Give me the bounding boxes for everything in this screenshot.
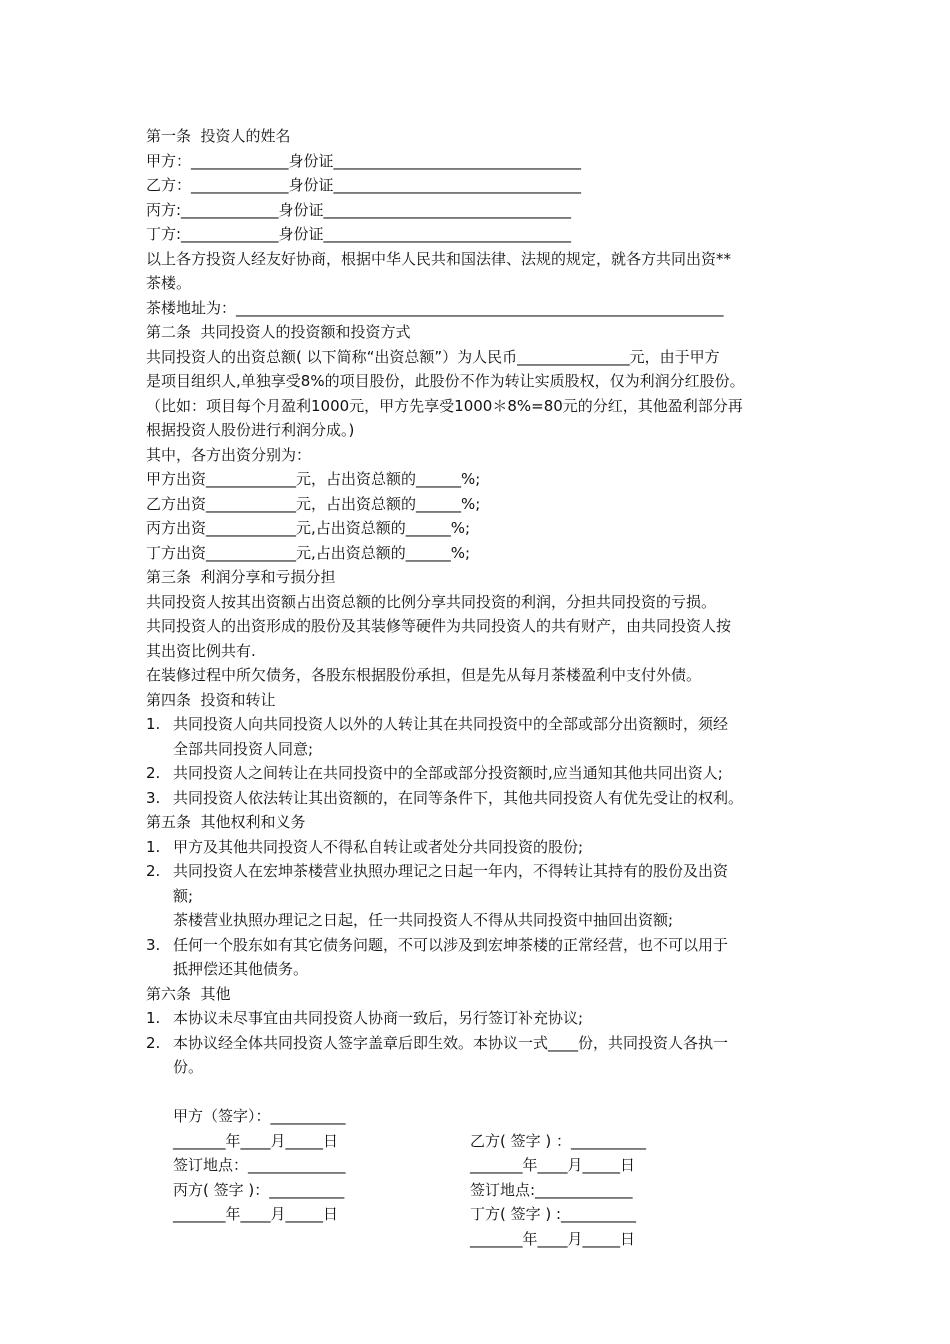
article-2-para-line-1: 共同投资人的出资总额( 以下简称“出资总额”）为人民币_______________元，由于甲方 xyxy=(146,347,720,366)
article-2-para-line-5: 其中，各方出资分别为： xyxy=(146,445,312,464)
list-item xyxy=(146,761,816,786)
article-6-title: 第六条 其他 xyxy=(146,984,231,1003)
signature-date: _______年____月_____日 xyxy=(470,1229,636,1248)
list-number: 2. xyxy=(146,862,161,880)
list-item xyxy=(146,712,816,761)
signing-place: 签订地点:_____________ xyxy=(470,1180,633,1199)
list-number: 1. xyxy=(146,1009,161,1027)
list-number: 3. xyxy=(146,935,161,954)
list-number: 1. xyxy=(146,715,161,733)
party-b-id-line: 乙方：_____________身份证_________________________________ xyxy=(146,176,582,194)
contract-document xyxy=(146,124,816,1248)
party-c-contribution: 丙方出资____________元,占出资总额的______%; xyxy=(146,519,471,537)
article-4-title: 第四条 投资和转让 xyxy=(146,690,276,709)
list-item xyxy=(146,859,816,933)
party-d-contribution: 丁方出资____________元,占出资总额的______%; xyxy=(146,543,471,562)
list-item-text: 抵押偿还其他债务。 xyxy=(173,960,309,978)
list-number: 3. xyxy=(146,788,161,807)
list-item-text: 共同投资人之间转让在共同投资中的全部或部分投资额时,应当通知其他共同出资人; xyxy=(173,764,723,782)
list-item-text: 甲方及其他共同投资人不得私自转让或者处分共同投资的股份; xyxy=(173,837,584,856)
list-item-text: 本协议经全体共同投资人签字盖章后即生效。本协议一式____份，共同投资人各执一 xyxy=(173,1033,729,1052)
party-a-signature: 甲方（签字）：__________ xyxy=(173,1107,346,1125)
signing-place: 签订地点：_____________ xyxy=(173,1156,346,1174)
intro-line-2: 茶楼。 xyxy=(146,274,192,292)
party-c-id-line: 丙方:_____________身份证_________________________________ xyxy=(146,200,572,219)
article-3-para-2-line-1: 共同投资人的出资形成的股份及其装修等硬件为共同投资人的共有财产，由共同投资人按 xyxy=(146,617,732,635)
list-item-text: 额; xyxy=(173,886,194,905)
party-d-signature: 丁方( 签字 ) :__________ xyxy=(470,1205,637,1223)
article-2-para-line-3: （比如：项目每个月盈利1000元，甲方先享受1000＊8%=80元的分红，其他盈利部分再 xyxy=(146,396,743,415)
party-a-contribution: 甲方出资____________元，占出资总额的______%; xyxy=(146,470,481,488)
signature-date: _______年____月_____日 xyxy=(173,1131,339,1150)
list-item-text: 共同投资人在宏坤茶楼营业执照办理记之日起一年内，不得转让其持有的股份及出资 xyxy=(173,862,729,880)
list-item-text: 任何一个股东如有其它债务问题，不可以涉及到宏坤茶楼的正常经营，也不可以用于 xyxy=(173,935,729,954)
list-item-text: 本协议未尽事宜由共同投资人协商一致后，另行签订补充协议; xyxy=(173,1009,584,1027)
list-item xyxy=(146,786,816,811)
article-2-title: 第二条 共同投资人的投资额和投资方式 xyxy=(146,323,411,341)
list-item xyxy=(146,1031,816,1080)
list-item xyxy=(146,1006,816,1031)
teahouse-address-line: 茶楼地址为：_________________________________________________________________ xyxy=(146,298,724,317)
article-3-para-3: 在装修过程中所欠债务，各股东根据股份承担，但是先从每月茶楼盈利中支付外债。 xyxy=(146,666,702,684)
list-item-text: 共同投资人依法转让其出资额的，在同等条件下，其他共同投资人有优先受让的权利。 xyxy=(173,788,744,807)
signature-date: _______年____月_____日 xyxy=(470,1156,636,1174)
article-2-para-line-2: 是项目组织人,单独享受8%的项目股份，此股份不作为转让实质股权，仅为利润分红股份。 xyxy=(146,372,745,390)
list-item xyxy=(146,835,816,860)
party-a-id-line: 甲方：_____________身份证_________________________________ xyxy=(146,151,582,170)
list-item-text: 共同投资人向共同投资人以外的人转让其在共同投资中的全部或部分出资额时，须经 xyxy=(173,715,729,733)
party-d-id-line: 丁方:_____________身份证_________________________________ xyxy=(146,225,572,243)
list-item-text: 茶楼营业执照办理记之日起，任一共同投资人不得从共同投资中抽回出资额; xyxy=(173,911,674,929)
article-5-title: 第五条 其他权利和义务 xyxy=(146,813,306,831)
article-2-para-line-4: 根据投资人股份进行利润分成。) xyxy=(146,421,355,439)
signature-date: _______年____月_____日 xyxy=(173,1205,339,1223)
party-b-signature: 乙方( 签字 ) ：__________ xyxy=(470,1131,647,1150)
intro-line-1: 以上各方投资人经友好协商，根据中华人民共和国法律、法规的规定，就各方共同出资** xyxy=(146,249,732,268)
list-number: 2. xyxy=(146,764,161,782)
list-item xyxy=(146,933,816,982)
party-c-signature: 丙方( 签字 )：__________ xyxy=(173,1180,345,1199)
article-3-para-2-line-2: 其出资比例共有. xyxy=(146,641,256,660)
list-item-text: 份。 xyxy=(173,1058,204,1076)
party-b-contribution: 乙方出资____________元，占出资总额的______%; xyxy=(146,494,481,513)
list-item-text: 全部共同投资人同意; xyxy=(173,739,314,758)
article-3-title: 第三条 利润分享和亏损分担 xyxy=(146,568,336,586)
article-3-para-1: 共同投资人按其出资额占出资总额的比例分享共同投资的利润，分担共同投资的亏损。 xyxy=(146,592,717,611)
article-1-title: 第一条 投资人的姓名 xyxy=(146,127,291,145)
list-number: 1. xyxy=(146,837,161,856)
list-number: 2. xyxy=(146,1033,161,1052)
